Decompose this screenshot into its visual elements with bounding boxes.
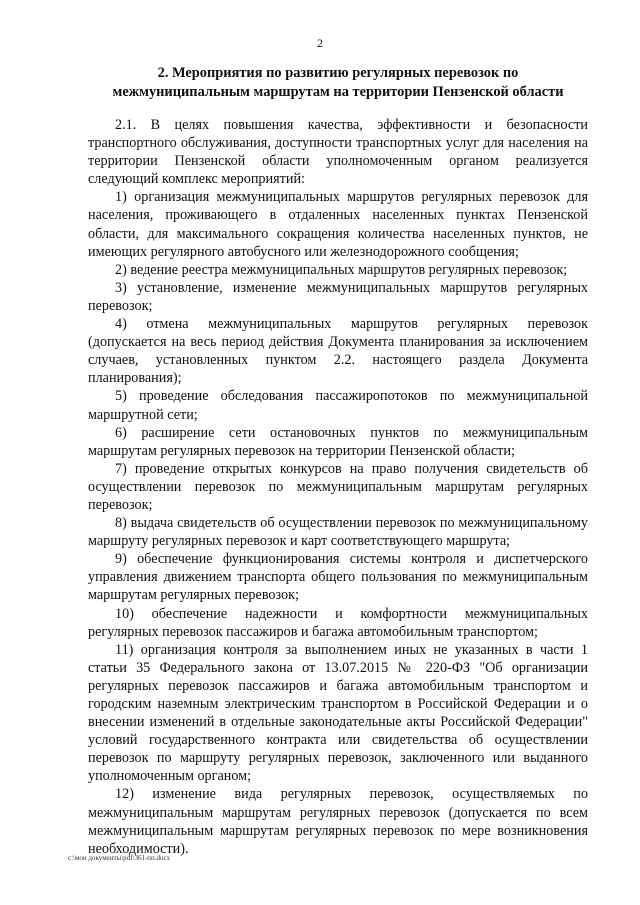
list-item-8: 8) выдача свидетельств об осуществлении перевозок по межмуниципальному маршруту регулярных перевозок и карт соответствующего маршрута; — [88, 515, 588, 550]
list-item-9: 9) обеспечение функционирования системы контроля и диспетчерского управления движением транспорта общего пользования по межмуниципальным маршрутам регулярных перевозок; — [88, 551, 588, 604]
section-heading-line-2: межмуниципальным маршрутам на территории Пензенской области — [112, 84, 564, 100]
list-item-11: 11) организация контроля за выполнением иных не указанных в части 1 статьи 35 Федерального закона от 13.07.2015 № 220-ФЗ "Об организации регулярных перевозок пассажиров и багажа автомобильным транспортом и городским наземным электрическим транспортом в Российской Федерации и о внесении изменений в отдельные законодательные акты Российской Федерации" условий государственного контракта или свидетельства об осуществлении перевозок по маршруту регулярных перевозок, заключенного или выданного уполномоченным органом; — [88, 641, 588, 785]
list-item-5: 5) проведение обследования пассажиропотоков по межмуниципальной маршрутной сети; — [88, 388, 588, 423]
list-item-12: 12) изменение вида регулярных перевозок, осуществляемых по межмуниципальным маршрутам регулярных перевозок (допускается по всем межмуниципальным маршрутам регулярных перевозок по мере возникновения необходимости). — [88, 786, 588, 857]
list-item-6: 6) расширение сети остановочных пунктов по межмуниципальным маршрутам регулярных перевозок на территории Пензенской области; — [88, 424, 588, 459]
list-item-7: 7) проведение открытых конкурсов на право получения свидетельств об осуществлении перевозок по межмуниципальным маршрутам регулярных перевозок; — [88, 460, 588, 513]
section-heading — [88, 64, 588, 102]
list-item-10: 10) обеспечение надежности и комфортности межмуниципальных регулярных перевозок пассажиров и багажа автомобильным транспортом; — [88, 605, 588, 640]
list-item-2: 2) ведение реестра межмуниципальных маршрутов регулярных перевозок; — [115, 261, 568, 278]
list-item-1: 1) организация межмуниципальных маршрутов регулярных перевозок для населения, проживающего в отдаленных населенных пунктах Пензенской области, для максимального сокращения количества населенных пунктов, не имеющих регулярного автобусного или железнодорожного сообщения; — [88, 189, 588, 260]
list-item-3: 3) установление, изменение межмуниципальных маршрутов регулярных перевозок; — [88, 279, 588, 314]
list-item-4: 4) отмена межмуниципальных маршрутов регулярных перевозок (допускается на весь период действия Документа планирования за исключением случаев, установленных пунктом 2.2. настоящего раздела Документа планирования); — [88, 316, 588, 387]
intro-paragraph: 2.1. В целях повышения качества, эффективности и безопасности транспортного обслуживания, доступности транспортных услуг для населения на территории Пензенской области уполномоченным органом реализуется следующий комплекс мероприятий: — [88, 117, 588, 188]
section-heading-line-1: 2. Мероприятия по развитию регулярных перевозок по — [157, 65, 519, 81]
file-path-footer: c:\мои документы\pdf\361-пп.docx — [68, 854, 171, 862]
document-body — [88, 116, 588, 858]
page-number: 2 — [317, 36, 323, 50]
